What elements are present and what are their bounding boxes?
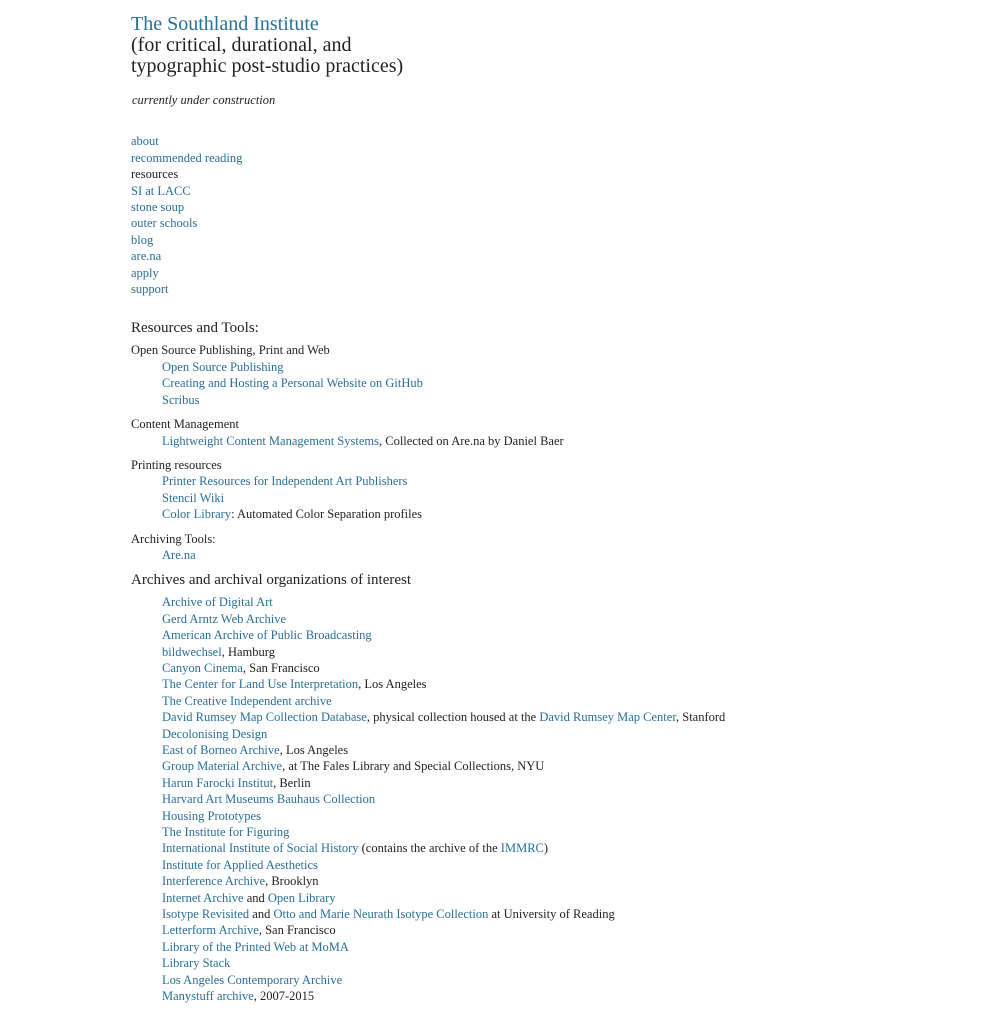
nav-arena[interactable]: are.na xyxy=(131,249,162,264)
list-item xyxy=(162,808,991,824)
link-la-contemporary-archive[interactable]: Los Angeles Contemporary Archive xyxy=(162,972,343,987)
subtitle-line-2: typographic post-studio practices) xyxy=(131,55,404,77)
subtitle-line-1: (for critical, durational, and xyxy=(131,34,352,56)
list-item xyxy=(162,857,991,873)
link-lightweight-cms[interactable]: Lightweight Content Management Systems xyxy=(162,433,379,448)
list-item xyxy=(162,490,991,506)
link-decolonising-design[interactable]: Decolonising Design xyxy=(162,726,268,741)
printing-list xyxy=(131,473,991,522)
list-item xyxy=(162,890,991,906)
list-item xyxy=(162,988,991,1004)
main-nav xyxy=(131,133,991,297)
list-item-note: , San Francisco xyxy=(242,660,320,675)
link-stencil-wiki[interactable]: Stencil Wiki xyxy=(162,490,225,505)
list-item xyxy=(162,709,991,725)
list-item-note: : Automated Color Separation profiles xyxy=(231,507,423,522)
list-item xyxy=(162,972,991,988)
link-open-source-publishing[interactable]: Open Source Publishing xyxy=(162,359,284,374)
link-interference-archive[interactable]: Interference Archive xyxy=(162,874,266,889)
link-immrc[interactable]: IMMRC xyxy=(500,841,544,856)
link-housing-prototypes[interactable]: Housing Prototypes xyxy=(162,808,261,823)
link-color-library[interactable]: Color Library xyxy=(162,507,232,522)
link-archive-of-digital-art[interactable]: Archive of Digital Art xyxy=(162,595,273,610)
nav-about[interactable]: about xyxy=(131,134,159,149)
nav-resources-current: resources xyxy=(131,167,179,182)
list-item-note: (contains the archive of the xyxy=(358,841,501,856)
list-item-note: , at The Fales Library and Special Collections, NYU xyxy=(282,759,545,774)
group-title-archiving: Archiving Tools: xyxy=(131,531,216,546)
link-open-library[interactable]: Open Library xyxy=(267,890,336,905)
list-item-note: , Berlin xyxy=(273,775,311,790)
list-item-note: , Los Angeles xyxy=(279,743,349,757)
list-item xyxy=(162,547,991,563)
link-creative-independent[interactable]: The Creative Independent archive xyxy=(162,693,332,708)
open-source-list xyxy=(131,359,991,408)
list-item xyxy=(162,392,991,408)
list-item-note: , Stanford xyxy=(676,710,726,725)
link-printer-resources[interactable]: Printer Resources for Independent Art Publishers xyxy=(162,474,408,489)
list-item xyxy=(162,433,991,449)
link-group-material[interactable]: Group Material Archive xyxy=(162,759,283,774)
link-iish[interactable]: International Institute of Social History xyxy=(162,841,359,856)
nav-blog[interactable]: blog xyxy=(131,232,154,247)
page-content xyxy=(131,14,991,1013)
link-isotype-revisited[interactable]: Isotype Revisited xyxy=(162,907,250,922)
nav-apply[interactable]: apply xyxy=(131,265,159,280)
list-item-note: ) xyxy=(543,841,549,856)
list-item xyxy=(162,840,991,856)
link-center-land-use[interactable]: The Center for Land Use Interpretation xyxy=(162,677,359,692)
link-institute-for-figuring[interactable]: The Institute for Figuring xyxy=(162,825,290,840)
list-item xyxy=(162,693,991,709)
list-item xyxy=(162,939,991,955)
link-gerd-arntz[interactable]: Gerd Arntz Web Archive xyxy=(162,611,287,626)
nav-recommended-reading[interactable]: recommended reading xyxy=(131,150,243,165)
link-library-printed-web[interactable]: Library of the Printed Web at MoMA xyxy=(162,939,349,954)
list-item-note: at University of Reading xyxy=(488,907,615,922)
link-bildwechsel[interactable]: bildwechsel xyxy=(162,644,222,659)
list-item-note: , Hamburg xyxy=(221,644,275,659)
site-title-link[interactable]: The Southland Institute xyxy=(131,13,319,35)
link-scribus[interactable]: Scribus xyxy=(162,392,200,407)
nav-stone-soup[interactable]: stone soup xyxy=(131,200,185,215)
link-internet-archive[interactable]: Internet Archive xyxy=(162,890,244,905)
group-title-open-source: Open Source Publishing, Print and Web xyxy=(131,343,330,358)
site-subtitle xyxy=(131,35,991,77)
link-institute-applied-aesthetics[interactable]: Institute for Applied Aesthetics xyxy=(162,857,318,872)
list-item xyxy=(162,611,991,627)
link-library-stack[interactable]: Library Stack xyxy=(162,956,231,971)
list-item xyxy=(162,775,991,791)
list-item xyxy=(162,758,991,774)
list-item xyxy=(162,676,991,692)
link-east-of-borneo[interactable]: East of Borneo Archive xyxy=(162,743,280,757)
link-david-rumsey-database[interactable]: David Rumsey Map Collection Database xyxy=(162,710,367,725)
archiving-list xyxy=(131,547,991,563)
group-title-printing: Printing resources xyxy=(131,457,222,472)
list-item xyxy=(162,955,991,971)
list-item-note: , Brooklyn xyxy=(265,874,319,889)
list-item xyxy=(162,660,991,676)
link-harun-farocki[interactable]: Harun Farocki Institut xyxy=(162,775,274,790)
list-item xyxy=(162,824,991,840)
content-management-list xyxy=(131,433,991,449)
list-item xyxy=(162,742,991,758)
nav-outer-schools[interactable]: outer schools xyxy=(131,216,198,231)
nav-si-at-lacc[interactable]: SI at LACC xyxy=(131,183,191,198)
link-github-website[interactable]: Creating and Hosting a Personal Website on GitHub xyxy=(162,376,423,391)
link-american-archive-public-broadcasting[interactable]: American Archive of Public Broadcasting xyxy=(162,628,372,643)
list-item xyxy=(162,791,991,807)
list-item xyxy=(162,922,991,938)
link-harvard-bauhaus[interactable]: Harvard Art Museums Bauhaus Collection xyxy=(162,792,376,807)
archives-heading: Archives and archival organizations of interest xyxy=(131,572,412,589)
list-item xyxy=(162,359,991,375)
tagline: currently under construction xyxy=(132,93,276,107)
list-item xyxy=(162,594,991,610)
list-item-note: , 2007-2015 xyxy=(253,989,315,1004)
nav-support[interactable]: support xyxy=(131,282,169,297)
list-item xyxy=(162,375,991,391)
list-item-note: , Collected on Are.na by Daniel Baer xyxy=(379,433,564,448)
link-manystuff-archive[interactable]: Manystuff archive xyxy=(162,989,254,1004)
list-item xyxy=(162,644,991,660)
group-title-content-management: Content Management xyxy=(131,417,239,432)
list-item-note: and xyxy=(243,890,268,905)
link-david-rumsey-center[interactable]: David Rumsey Map Center xyxy=(539,710,676,725)
list-item xyxy=(162,506,991,522)
resources-heading: Resources and Tools: xyxy=(131,320,259,337)
list-item-note: , physical collection housed at the xyxy=(366,710,540,725)
list-item-note: , Los Angeles xyxy=(358,677,427,692)
link-arena[interactable]: Are.na xyxy=(162,547,196,562)
link-neurath-isotype[interactable]: Otto and Marie Neurath Isotype Collection xyxy=(273,907,489,922)
list-item xyxy=(162,627,991,643)
archives-list xyxy=(131,594,991,1004)
list-item-note: and xyxy=(249,907,274,922)
link-letterform-archive[interactable]: Letterform Archive xyxy=(162,923,259,938)
list-item xyxy=(162,473,991,489)
list-item xyxy=(162,906,991,922)
list-item xyxy=(162,873,991,889)
list-item xyxy=(162,726,991,742)
list-item-note: , San Francisco xyxy=(258,923,336,938)
link-canyon-cinema[interactable]: Canyon Cinema xyxy=(162,660,243,675)
